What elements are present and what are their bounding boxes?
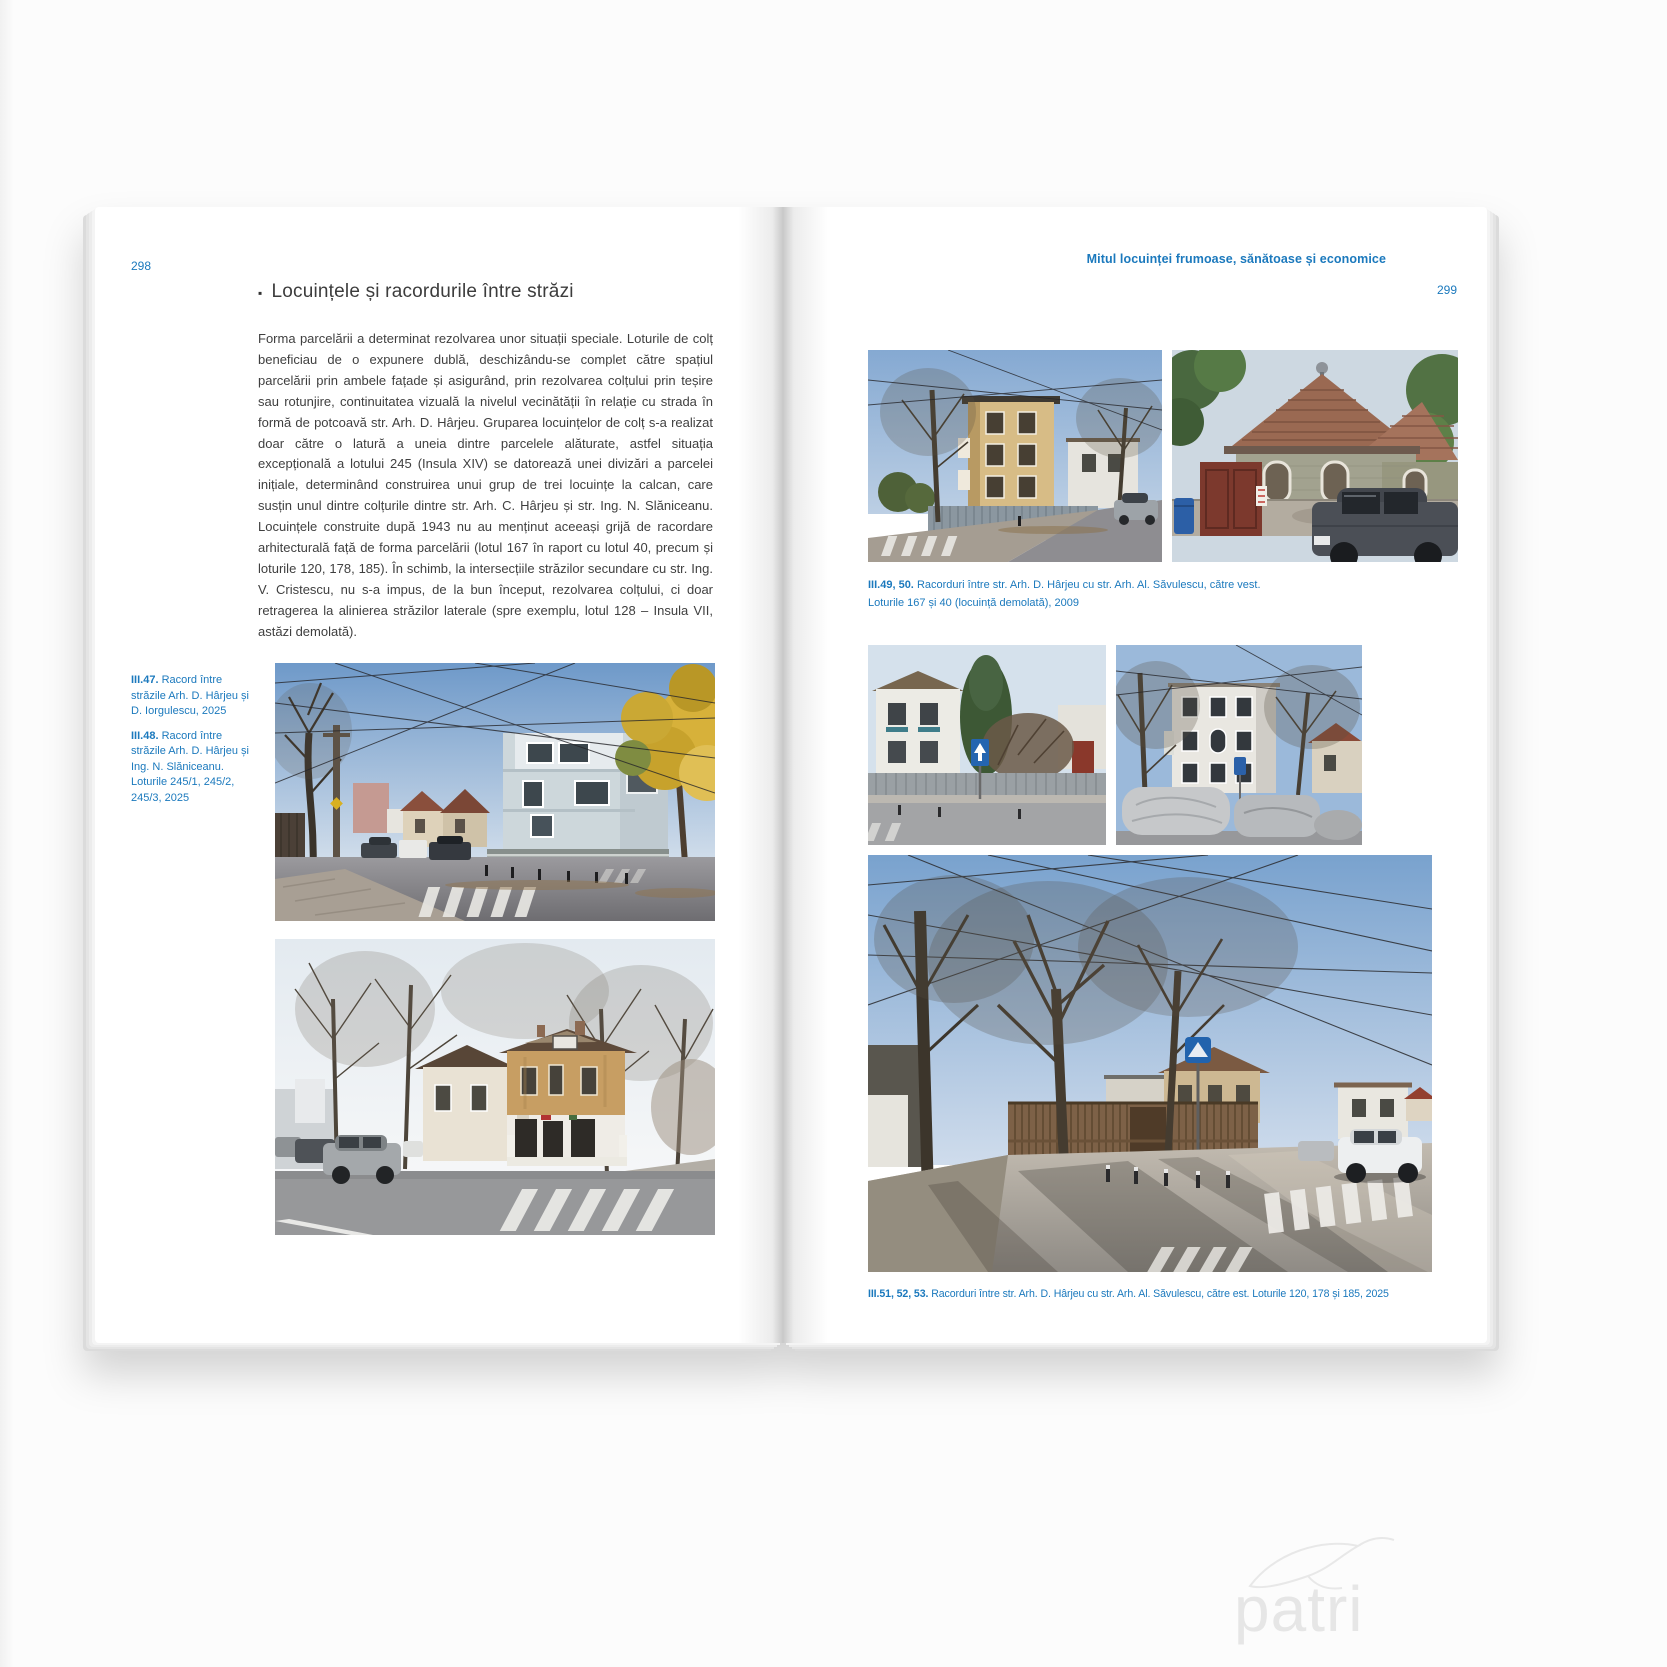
section-heading bbox=[258, 281, 574, 303]
running-header: Mitul locuinței frumoase, sănătoase și economice bbox=[1086, 252, 1386, 266]
watermark-text: patri bbox=[1234, 1573, 1364, 1645]
photo-iii47-street-corner bbox=[275, 663, 715, 921]
photo-iii53-wide-street-corner bbox=[868, 855, 1432, 1272]
page-left bbox=[95, 207, 783, 1343]
caption-line-1 bbox=[868, 576, 1398, 594]
heading-bullet-icon: ▪ bbox=[258, 286, 263, 300]
photo-iii51-white-house-conifer bbox=[868, 645, 1106, 845]
photo-iii49-yellow-house bbox=[868, 350, 1162, 562]
body-paragraph: Forma parcelării a determinat rezolvarea unor situații speciale. Loturile de colț beneficiau de o expunere dublă, deschizându-se complet către spațiul parcelării prin ambele fațade și asigurând, prin rezolvarea colțului prin teșire sau rotunjire, continuitatea vizuală la nivelul vecinătății în relație cu strada în formă de potcoavă str. Arh. D. Hârjeu. Gruparea locuințelor de colț s-a realizat doar către o latură a uneia dintre parcelele alăturate, astfel situația excepțională a lotului 245 (Insula XIV) se datorează unei divizări a parcelei inițiale, determinând construirea unui grup de trei locuințe la calcan, care susțin unul dintre colțurile dintre str. Arh. C. Hârjeu și str. Ing. N. Slăniceanu. Locuințele construite după 1943 nu au menținut aceeași grijă de racordare arhitecturală față de forma parcelării (lotul 167 în raport cu lotul 40, precum și loturile 120, 178, 185). În schimb, la intersecțiile străzilor secundare cu str. Ing. V. Cristescu, nu s-a impus, de la bun început, rezolvarea colțului, ci doar retragerea la alinierea străzilor laterale (spre exemplu, lotul 128 – Insula VII, astăzi demolată). bbox=[258, 331, 713, 639]
figure-caption-iii47-id: III.47. bbox=[131, 674, 159, 686]
photo-iii52-villa-covered-cars bbox=[1116, 645, 1362, 845]
margin-captions bbox=[131, 673, 259, 815]
photo-iii50-roofs-red-gate bbox=[1172, 350, 1458, 562]
figure-caption-iii48-id: III.48. bbox=[131, 729, 159, 742]
figure-caption-iii47-text: Racord între străzile Arh. D. Hârjeu și D. Iorgulescu, 2025 bbox=[131, 674, 249, 717]
figure-caption-iii47 bbox=[131, 673, 259, 720]
figure-caption-iii51-53-text: Racorduri între str. Arh. D. Hârjeu cu str. Arh. Al. Săvulescu, către est. Loturile 120, 178 și 185, 2025 bbox=[931, 1288, 1389, 1300]
figure-caption-iii49-50-text: Racorduri între str. Arh. D. Hârjeu cu str. Arh. Al. Săvulescu, către vest. bbox=[916, 579, 1261, 591]
figure-caption-iii48-text: Racord între străzile Arh. D. Hârjeu și Ing. N. Slăniceanu. Loturile 245/1, 245/2, 245/3, 2025 bbox=[131, 729, 249, 804]
page-number-right: 299 bbox=[1436, 283, 1457, 297]
open-book bbox=[95, 207, 1487, 1343]
page-right bbox=[783, 207, 1487, 1343]
section-heading-text: Locuințele și racordurile între străzi bbox=[271, 281, 574, 302]
caption-line-2: Loturile 167 și 40 (locuință demolată), 2009 bbox=[868, 597, 1079, 609]
figure-caption-iii49-50 bbox=[868, 576, 1398, 612]
figure-caption-iii48 bbox=[131, 729, 259, 807]
watermark bbox=[1230, 1510, 1510, 1667]
photo-iii48-old-corner-house bbox=[275, 939, 715, 1235]
figure-caption-iii51-53-id: III.51, 52, 53. bbox=[868, 1288, 929, 1300]
figure-caption-iii49-50-id: III.49, 50. bbox=[868, 579, 914, 591]
page-number-left: 298 bbox=[131, 259, 152, 273]
figure-caption-iii51-53 bbox=[868, 1285, 1478, 1303]
